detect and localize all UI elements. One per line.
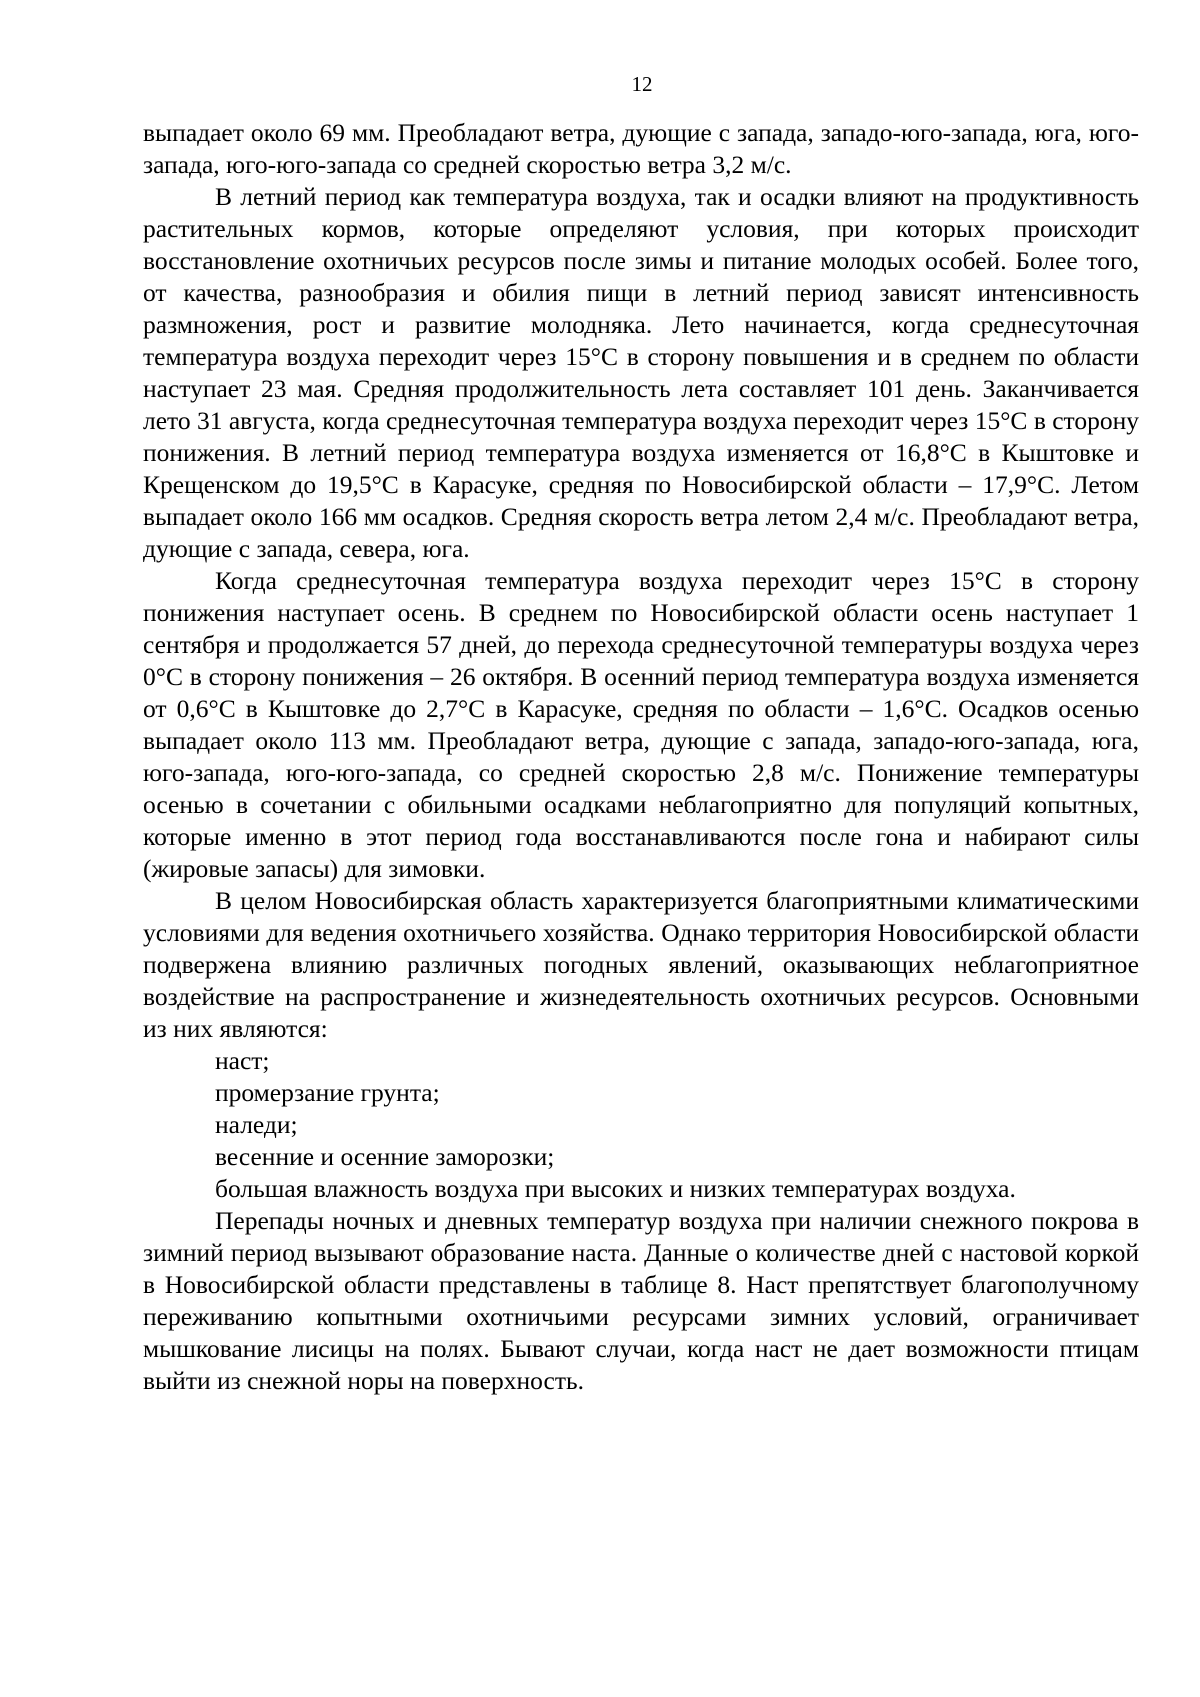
paragraph-autumn: Когда среднесуточная температура воздуха переходит через 15°С в сторону понижения наступает осень. В среднем по Новосибирской области осень наступает 1 сентября и продолжается 57 дней, до перехода среднесуточной температуры воздуха через 0°С в сторону понижения – 26 октября. В осенний период температура воздуха изменяется от 0,6°С в Кыштовке до 2,7°С в Карасуке, средняя по области – 1,6°С. Осадков осенью выпадает около 113 мм. Преобладают ветра, дующие с запада, западо-юго-запада, юга, юго-запада, юго-юго-запада, со средней скоростью 2,8 м/с. Понижение температуры осенью в сочетании с обильными осадками неблагоприятно для популяций копытных, которые именно в этот период года восстанавливаются после гона и набирают силы (жировые запасы) для зимовки. [143, 566, 1139, 883]
paragraph-crust: Перепады ночных и дневных температур воздуха при наличии снежного покрова в зимний период вызывают образование наста. Данные о количестве дней с настовой коркой в Новосибирской области представлены в таблице 8. Наст препятствует благополучному переживанию копытными охотничьими ресурсами зимних условий, ограничивает мышкование лисицы на полях. Бывают случаи, когда наст не дает возможности птицам выйти из снежной норы на поверхность. [143, 1206, 1139, 1395]
document-body [143, 117, 1139, 1397]
paragraph-summer: В летний период как температура воздуха, так и осадки влияют на продуктивность растительных кормов, которые определяют условия, при которых происходит восстановление охотничьих ресурсов после зимы и питание молодых особей. Более того, от качества, разнообразия и обилия пищи в летний период зависят интенсивность размножения, рост и развитие молодняка. Лето начинается, когда среднесуточная температура воздуха переходит через 15°С в сторону повышения и в среднем по области наступает 23 мая. Средняя продолжительность лета составляет 101 день. Заканчивается лето 31 августа, когда среднесуточная температура воздуха переходит через 15°С в сторону понижения. В летний период температура воздуха изменяется от 16,8°С в Кыштовке и Крещенском до 19,5°С в Карасуке, средняя по Новосибирской области – 17,9°С. Летом выпадает около 166 мм осадков. Средняя скорость ветра летом 2,4 м/с. Преобладают ветра, дующие с запада, севера, юга. [143, 182, 1140, 563]
list-item: большая влажность воздуха при высоких и низких температурах воздуха. [215, 1174, 1016, 1203]
list-item: весенние и осенние заморозки; [215, 1142, 555, 1171]
paragraph-continuation: выпадает около 69 мм. Преобладают ветра, дующие с запада, западо-юго-запада, юга, юго-запада, юго-юго-запада со средней скоростью ветра 3,2 м/с. [143, 118, 1139, 179]
list-item: наледи; [215, 1110, 298, 1139]
paragraph-weather-phenomena: В целом Новосибирская область характеризуется благоприятными климатическими условиями для ведения охотничьего хозяйства. Однако территория Новосибирской области подвержена влиянию различных погодных явлений, оказывающих неблагоприятное воздействие на распространение и жизнедеятельность охотничьих ресурсов. Основными из них являются: [143, 886, 1139, 1043]
phenomena-list [143, 1045, 1139, 1205]
list-item: промерзание грунта; [215, 1078, 440, 1107]
page-number: 12 [631, 72, 653, 96]
list-item: наст; [215, 1046, 270, 1075]
